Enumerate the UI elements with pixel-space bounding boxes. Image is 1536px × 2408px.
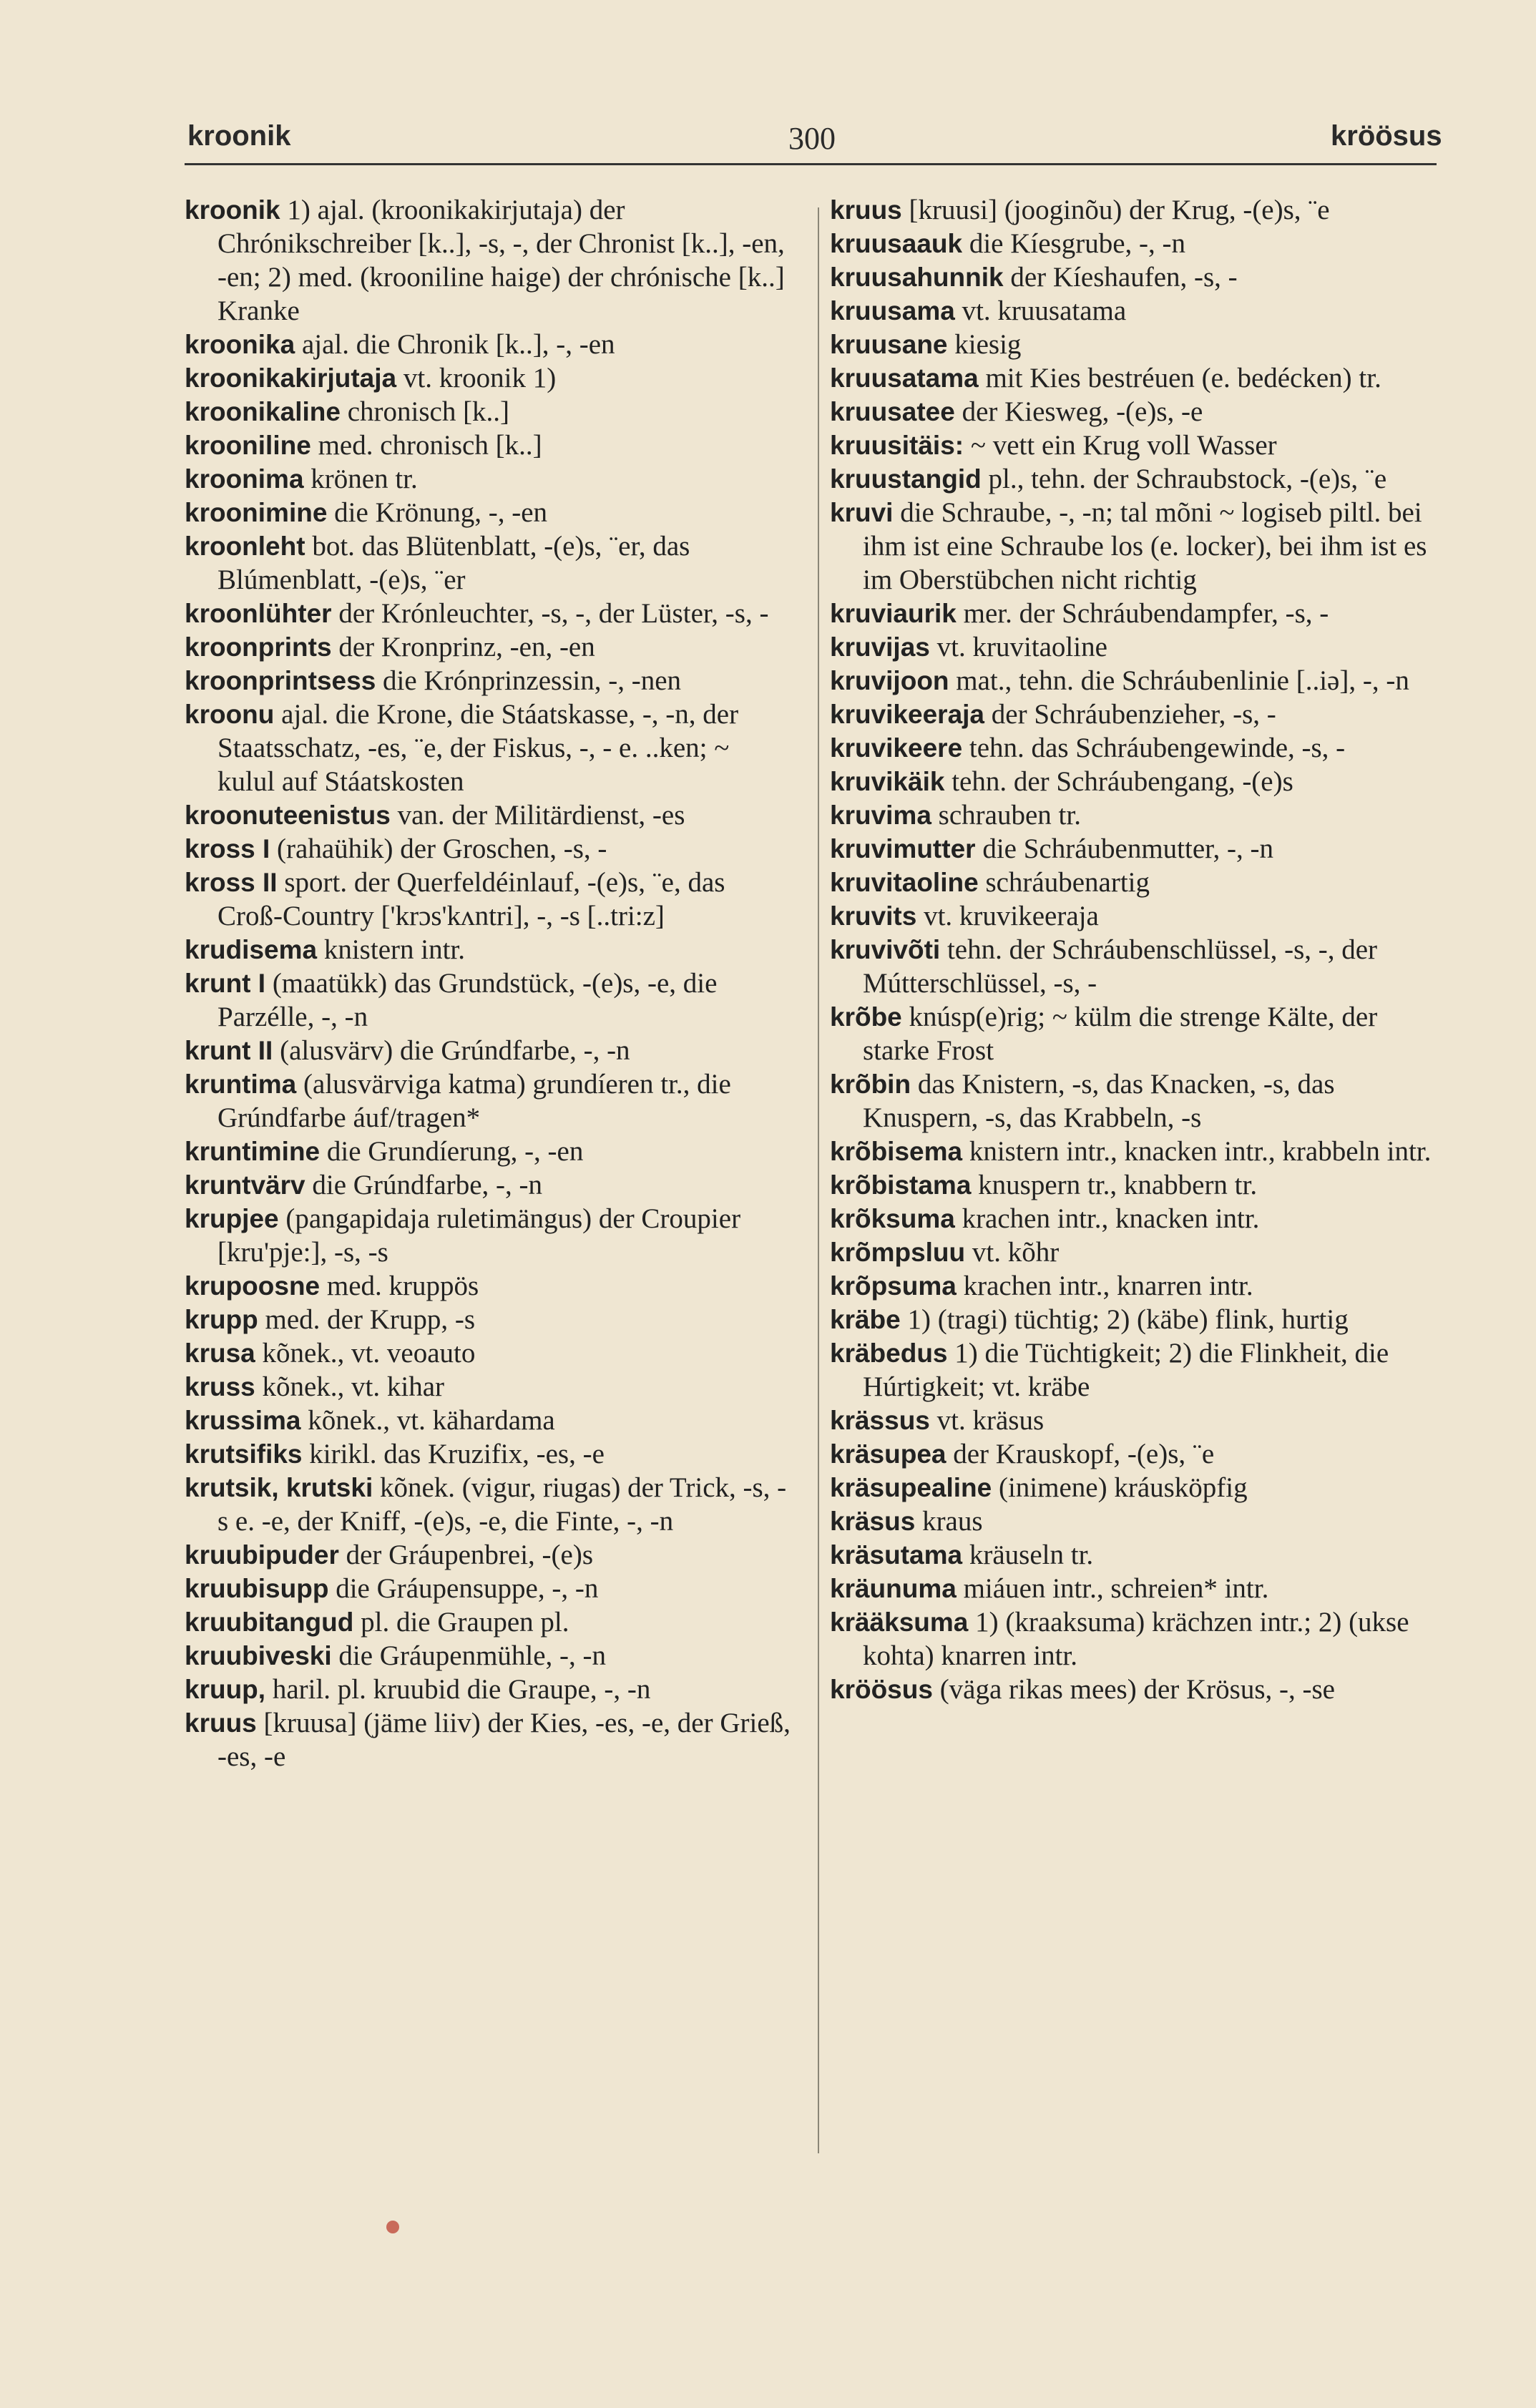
running-head-right: kröösus [1331, 120, 1442, 152]
column-divider [818, 207, 819, 2153]
dictionary-entry [830, 698, 1438, 731]
entry-definition: med. kruppös [320, 1271, 479, 1301]
entry-definition: kraus [915, 1506, 983, 1537]
entry-headword: kroonik [185, 195, 280, 225]
dictionary-entry [830, 294, 1438, 328]
entry-definition: med. der Krupp, -s [258, 1304, 476, 1335]
entry-headword: kruubisupp [185, 1574, 329, 1603]
dictionary-entry [830, 1504, 1438, 1538]
entry-headword: krõbisema [830, 1137, 963, 1166]
entry-definition: vt. kõhr [965, 1237, 1060, 1268]
entry-headword: kruvits [830, 901, 917, 931]
entry-headword: kruvijas [830, 632, 930, 662]
dictionary-entry [830, 462, 1438, 496]
entry-headword: kroonu [185, 700, 275, 729]
entry-headword: kruusane [830, 330, 948, 359]
entry-definition: (rahaühik) der Groschen, -s, - [270, 833, 607, 864]
entry-definition: van. der Militärdienst, -es [390, 800, 685, 831]
entry-headword: kruvijoon [830, 666, 949, 695]
entry-headword: kröösus [830, 1675, 933, 1704]
entry-headword: krudisema [185, 935, 318, 964]
dictionary-entry [830, 832, 1438, 866]
entry-definition: (inimene) kráusköpfig [992, 1472, 1248, 1503]
entry-headword: krässus [830, 1406, 930, 1435]
entry-headword: kruustangid [830, 464, 982, 494]
dictionary-entry [185, 1471, 793, 1538]
entry-definition: mit Kies bestréuen (e. bedécken) tr. [978, 363, 1381, 393]
entry-definition: das Knistern, -s, das Knacken, -s, das Knuspern, -s, das Krabbeln, -s [863, 1069, 1335, 1133]
entry-definition: mer. der Schráubendampfer, -s, - [956, 598, 1329, 629]
dictionary-entry [830, 496, 1438, 597]
entry-headword: kruusitäis: [830, 431, 964, 460]
entry-definition: vt. kruvitaoline [929, 632, 1107, 662]
entry-definition: ajal. die Krone, die Stáatskasse, -, -n, der Staatsschatz, -es, ¨e, der Fiskus, -, - e. ..ken; ~ kulul auf Stáatskosten [217, 699, 739, 797]
entry-headword: krupp [185, 1305, 258, 1334]
entry-headword: kräbedus [830, 1338, 948, 1368]
entry-headword: kroonleht [185, 532, 305, 561]
dictionary-entry [185, 1202, 793, 1269]
dictionary-entry [185, 496, 793, 529]
dictionary-entry [830, 1437, 1438, 1471]
entry-definition: (väga rikas mees) der Krösus, -, -se [932, 1674, 1335, 1705]
entry-headword: kroonika [185, 330, 295, 359]
dictionary-entry [830, 193, 1438, 227]
dictionary-entry [830, 328, 1438, 361]
entry-definition: tehn. der Schráubengang, -(e)s [944, 766, 1293, 797]
entry-definition: vt. kräsus [929, 1405, 1045, 1436]
dictionary-entry [830, 1404, 1438, 1437]
dictionary-entry [830, 1235, 1438, 1269]
entry-definition: 1) die Tüchtigkeit; 2) die Flinkheit, die Húrtigkeit; vt. kräbe [863, 1338, 1389, 1402]
dictionary-entry [830, 1269, 1438, 1303]
entry-definition: knuspern tr., knabbern tr. [971, 1170, 1258, 1200]
dictionary-entry [830, 1000, 1438, 1067]
dictionary-entry [830, 1202, 1438, 1235]
entry-definition: die Schraube, -, -n; tal mõni ~ logiseb piltl. bei ihm ist eine Schraube los (e. locker), bei ihm ist es im Oberstübchen nicht richtig [863, 497, 1427, 595]
entry-headword: krussima [185, 1406, 301, 1435]
entry-definition: vt. kroonik 1) [396, 363, 557, 393]
entry-headword: krusa [185, 1338, 255, 1368]
page-number: 300 [788, 121, 836, 156]
dictionary-entry [830, 1336, 1438, 1404]
entry-headword: kruss [185, 1372, 255, 1401]
entry-definition: kräuseln tr. [962, 1540, 1094, 1570]
entry-headword: kroonprints [185, 632, 332, 662]
entry-definition: knistern intr., knacken intr., krabbeln intr. [962, 1136, 1432, 1167]
entry-headword: krõbin [830, 1070, 911, 1099]
dictionary-entry [830, 1067, 1438, 1135]
entry-headword: krõmpsluu [830, 1238, 966, 1267]
entry-headword: krutsifiks [185, 1439, 303, 1469]
entry-definition: tehn. das Schráubengewinde, -s, - [962, 733, 1346, 763]
dictionary-entry [830, 260, 1438, 294]
dictionary-entry [830, 664, 1438, 698]
entry-definition: der Schráubenzieher, -s, - [984, 699, 1276, 730]
entry-definition: vt. kruusatama [954, 295, 1127, 326]
entry-headword: kroonikaline [185, 397, 341, 426]
dictionary-entry [830, 1538, 1438, 1572]
entry-definition: die Gráupensuppe, -, -n [328, 1573, 599, 1604]
entry-definition: krachen intr., knacken intr. [954, 1203, 1260, 1234]
entry-definition: pl., tehn. der Schraubstock, -(e)s, ¨e [981, 464, 1387, 494]
entry-headword: kross II [185, 868, 278, 897]
dictionary-entry [830, 1673, 1438, 1706]
entry-definition: ~ vett ein Krug voll Wasser [964, 430, 1277, 461]
dictionary-entry [185, 1673, 793, 1706]
right-column [830, 193, 1438, 1706]
entry-definition: kiesig [947, 329, 1022, 360]
entry-definition: pl. die Graupen pl. [353, 1607, 569, 1638]
entry-headword: kruvi [830, 498, 894, 527]
dictionary-entry [830, 227, 1438, 260]
dictionary-entry [185, 395, 793, 429]
dictionary-entry [830, 1471, 1438, 1504]
dictionary-entry [830, 1168, 1438, 1202]
entry-definition: (alusvärviga katma) grundíeren tr., die Grúndfarbe áuf/tragen* [217, 1069, 731, 1133]
dictionary-entry [185, 1538, 793, 1572]
ink-spot [386, 2221, 399, 2233]
dictionary-entry [185, 193, 793, 328]
dictionary-entry [830, 731, 1438, 765]
entry-headword: kruvivõti [830, 935, 941, 964]
dictionary-entry [830, 630, 1438, 664]
entry-definition: miáuen intr., schreien* intr. [956, 1573, 1269, 1604]
dictionary-entry [185, 798, 793, 832]
dictionary-entry [185, 1336, 793, 1370]
entry-definition: 1) ajal. (kroonikakirjutaja) der Chrónikschreiber [k..], -s, -, der Chronist [k..], -en, -en; 2) med. (krooniline haige) der chrónische [k..] Kranke [217, 195, 785, 326]
dictionary-entry [185, 361, 793, 395]
entry-headword: kräsupea [830, 1439, 946, 1469]
entry-definition: der Kíeshaufen, -s, - [1003, 262, 1238, 293]
entry-definition: die Krónprinzessin, -, -nen [376, 665, 682, 696]
entry-definition: krönen tr. [303, 464, 418, 494]
entry-definition: sport. der Querfeldéinlauf, -(e)s, ¨e, das Croß-Country ['krɔs'kʌntri], -, -s [..tri:z] [217, 867, 725, 931]
entry-headword: krunt I [185, 969, 266, 998]
dictionary-entry [185, 664, 793, 698]
entry-headword: krõksuma [830, 1204, 955, 1233]
dictionary-entry [830, 361, 1438, 395]
dictionary-entry [185, 832, 793, 866]
entry-headword: kruvima [830, 801, 931, 830]
entry-headword: kruus [185, 1708, 257, 1738]
dictionary-entry [185, 966, 793, 1034]
dictionary-entry [185, 1168, 793, 1202]
entry-headword: kroonuteenistus [185, 801, 391, 830]
entry-headword: krooniline [185, 431, 311, 460]
dictionary-entry [830, 1605, 1438, 1673]
dictionary-entry [830, 1303, 1438, 1336]
entry-headword: kruup, [185, 1675, 266, 1704]
dictionary-entry [185, 597, 793, 630]
dictionary-entry [830, 798, 1438, 832]
entry-definition: die Schráubenmutter, -, -n [975, 833, 1274, 864]
entry-headword: kräbe [830, 1305, 901, 1334]
entry-definition: kõnek., vt. kihar [255, 1371, 445, 1402]
entry-definition: tehn. der Schráubenschlüssel, -s, -, der Mútterschlüssel, -s, - [863, 934, 1378, 999]
dictionary-entry [185, 866, 793, 933]
entry-headword: krupjee [185, 1204, 279, 1233]
entry-definition: (pangapidaja ruletimängus) der Croupier [kru'pje:], -s, -s [217, 1203, 741, 1268]
entry-definition: die Krönung, -, -en [327, 497, 548, 528]
dictionary-entry [830, 1572, 1438, 1605]
entry-headword: kroonimine [185, 498, 328, 527]
entry-headword: krõpsuma [830, 1271, 957, 1301]
entry-headword: kruubitangud [185, 1607, 354, 1637]
dictionary-entry [185, 1404, 793, 1437]
left-column [185, 193, 793, 1773]
dictionary-entry [830, 765, 1438, 798]
dictionary-entry [830, 899, 1438, 933]
entry-definition: knistern intr. [317, 934, 465, 965]
entry-headword: kroonima [185, 464, 304, 494]
entry-definition: (maatükk) das Grundstück, -(e)s, -e, die Parzélle, -, -n [217, 968, 718, 1032]
entry-headword: krõbistama [830, 1170, 972, 1200]
entry-headword: kräunuma [830, 1574, 957, 1603]
entry-definition: (alusvärv) die Grúndfarbe, -, -n [273, 1035, 630, 1066]
entry-headword: kroonikakirjutaja [185, 363, 397, 393]
dictionary-entry [185, 1135, 793, 1168]
entry-definition: 1) (tragi) tüchtig; 2) (käbe) flink, hurtig [900, 1304, 1349, 1335]
dictionary-entry [830, 597, 1438, 630]
entry-definition: der Gráupenbrei, -(e)s [338, 1540, 593, 1570]
entry-headword: krääksuma [830, 1607, 969, 1637]
entry-definition: med. chronisch [k..] [310, 430, 542, 461]
entry-definition: der Kiesweg, -(e)s, -e [954, 396, 1203, 427]
running-head-left: kroonik [187, 120, 291, 152]
entry-definition: kirikl. das Kruzifix, -es, -e [302, 1439, 605, 1469]
entry-definition: kõnek., vt. veoauto [255, 1338, 476, 1369]
entry-headword: kruusatee [830, 397, 955, 426]
dictionary-entry [185, 1572, 793, 1605]
entry-headword: kruntima [185, 1070, 297, 1099]
entry-headword: kruus [830, 195, 902, 225]
entry-headword: kruusaauk [830, 229, 963, 258]
entry-headword: kruviaurik [830, 599, 957, 628]
entry-definition: die Gráupenmühle, -, -n [331, 1640, 607, 1671]
dictionary-entry [185, 698, 793, 798]
entry-headword: krutsik, krutski [185, 1473, 373, 1502]
dictionary-entry [830, 429, 1438, 462]
entry-definition: kõnek. (vigur, riugas) der Trick, -s, -s e. -e, der Kniff, -(e)s, -e, die Finte, -, -n [217, 1472, 787, 1537]
dictionary-entry [185, 1370, 793, 1404]
entry-definition: schrauben tr. [931, 800, 1081, 831]
entry-headword: kräsupealine [830, 1473, 992, 1502]
dictionary-entry [185, 529, 793, 597]
entry-definition: der Krauskopf, -(e)s, ¨e [946, 1439, 1215, 1469]
header-rule [185, 163, 1437, 165]
entry-headword: krupoosne [185, 1271, 321, 1301]
entry-definition: haril. pl. kruubid die Graupe, -, -n [265, 1674, 651, 1705]
dictionary-entry [830, 866, 1438, 899]
entry-headword: kruvikeeraja [830, 700, 985, 729]
entry-headword: kroonprintsess [185, 666, 376, 695]
dictionary-entry [185, 1067, 793, 1135]
dictionary-entry [830, 1135, 1438, 1168]
entry-headword: kruusahunnik [830, 263, 1004, 292]
entry-definition: krachen intr., knarren intr. [956, 1271, 1253, 1301]
entry-headword: kruvikeere [830, 733, 963, 763]
entry-definition: die Grúndfarbe, -, -n [305, 1170, 543, 1200]
entry-headword: kruntvärv [185, 1170, 305, 1200]
entry-headword: kruvikäik [830, 767, 945, 796]
entry-definition: bot. das Blütenblatt, -(e)s, ¨er, das Blúmenblatt, -(e)s, ¨er [217, 531, 690, 595]
entry-definition: [kruusa] (jäme liiv) der Kies, -es, -e, der Grieß, -es, -e [217, 1708, 791, 1772]
entry-definition: kõnek., vt. kähardama [300, 1405, 555, 1436]
entry-headword: kruntimine [185, 1137, 321, 1166]
dictionary-entry [830, 933, 1438, 1000]
dictionary-entry [185, 933, 793, 966]
entry-headword: krunt II [185, 1036, 273, 1065]
entry-headword: kruvitaoline [830, 868, 979, 897]
dictionary-entry [185, 462, 793, 496]
entry-definition: die Grundíerung, -, -en [320, 1136, 584, 1167]
dictionary-entry [185, 1269, 793, 1303]
entry-definition: mat., tehn. die Schráubenlinie [..iə], -, -n [949, 665, 1409, 696]
entry-definition: der Krónleuchter, -s, -, der Lüster, -s, - [331, 598, 769, 629]
dictionary-entry [185, 630, 793, 664]
entry-definition: vt. kruvikeeraja [916, 901, 1099, 931]
entry-definition: 1) (kraaksuma) krächzen intr.; 2) (ukse kohta) knarren intr. [863, 1607, 1409, 1671]
dictionary-entry [185, 429, 793, 462]
entry-headword: kruvimutter [830, 834, 976, 863]
entry-headword: kräsutama [830, 1540, 963, 1570]
entry-headword: kroonlühter [185, 599, 332, 628]
dictionary-entry [830, 395, 1438, 429]
dictionary-entry [185, 1437, 793, 1471]
entry-definition: knúsp(e)rig; ~ külm die strenge Kälte, der starke Frost [863, 1002, 1378, 1066]
entry-headword: kross I [185, 834, 270, 863]
dictionary-entry [185, 1303, 793, 1336]
entry-headword: kruusatama [830, 363, 979, 393]
dictionary-entry [185, 1605, 793, 1639]
dictionary-entry [185, 1639, 793, 1673]
dictionary-entry [185, 1034, 793, 1067]
entry-definition: ajal. die Chronik [k..], -, -en [295, 329, 615, 360]
dictionary-entry [185, 1706, 793, 1773]
entry-definition: [kruusi] (jooginõu) der Krug, -(e)s, ¨e [901, 195, 1330, 225]
entry-definition: schráubenartig [978, 867, 1150, 898]
entry-headword: kruusama [830, 296, 955, 326]
entry-headword: krõbe [830, 1002, 902, 1032]
entry-definition: die Kíesgrube, -, -n [962, 228, 1185, 259]
entry-definition: der Kronprinz, -en, -en [331, 632, 595, 662]
entry-headword: kruubiveski [185, 1641, 332, 1670]
dictionary-entry [185, 328, 793, 361]
entry-headword: kräsus [830, 1507, 916, 1536]
entry-definition: chronisch [k..] [340, 396, 510, 427]
entry-headword: kruubipuder [185, 1540, 339, 1570]
